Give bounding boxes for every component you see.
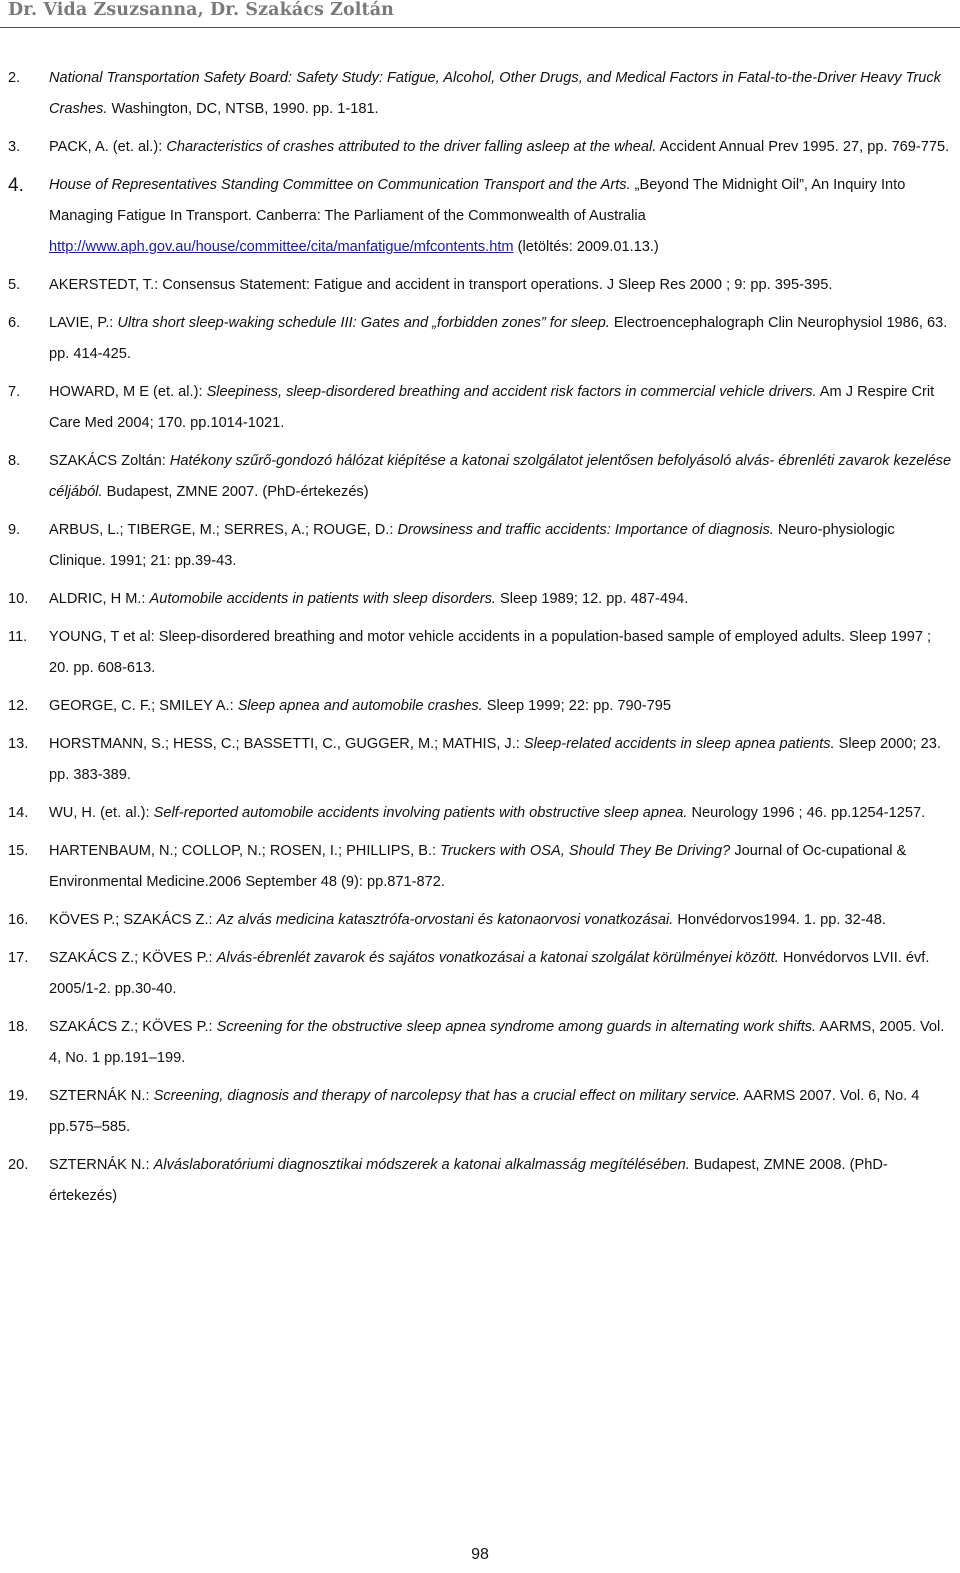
reference-text: KÖVES P.; SZAKÁCS Z.: (49, 912, 217, 928)
reference-item (0, 943, 960, 1005)
reference-item (0, 308, 960, 370)
reference-number: 7. (8, 384, 21, 400)
reference-url-link[interactable]: http://www.aph.gov.au/house/committee/cita/manfatigue/mfcontents.htm (49, 239, 514, 255)
reference-title: Alváslaboratóriumi diagnosztikai módszerek a katonai alkalmasság megítélésében. (153, 1157, 690, 1173)
header-divider (0, 27, 960, 28)
reference-list (0, 63, 960, 1219)
reference-title: Alvás-ébrenlét zavarok és sajátos vonatkozásai a katonai szolgálat körülményei között. (216, 950, 779, 966)
reference-item (0, 170, 960, 263)
reference-title: House of Representatives Standing Committee on Communication Transport and the Arts. (49, 177, 631, 193)
reference-title: Sleepiness, sleep-disordered breathing and accident risk factors in commercial vehicle drivers. (206, 384, 817, 400)
reference-number: 16. (8, 912, 29, 928)
reference-text: „Beyond The Midnight Oil”, An Inquiry Into Managing Fatigue In Transport. Canberra: The Parliament of the Commonwealth of Australia (49, 177, 906, 224)
reference-title: Hatékony szűrő-gondozó hálózat kiépítése a katonai szolgálatot jelentősen befolyásoló alvás- ébrenléti zavarok kezelése céljából. (49, 453, 952, 500)
reference-number: 3. (8, 139, 21, 155)
reference-text: (letöltés: 2009.01.13.) (513, 239, 659, 255)
reference-number: 13. (8, 736, 29, 752)
reference-text: HARTENBAUM, N.; COLLOP, N.; ROSEN, I.; PHILLIPS, B.: (49, 843, 441, 859)
reference-text: SZAKÁCS Z.; KÖVES P.: (49, 950, 217, 966)
reference-item (0, 1081, 960, 1143)
reference-item (0, 729, 960, 791)
reference-text: HORSTMANN, S.; HESS, C.; BASSETTI, C., GUGGER, M.; MATHIS, J.: (49, 736, 524, 752)
reference-title: Sleep apnea and automobile crashes. (237, 698, 483, 714)
reference-item (0, 446, 960, 508)
reference-text: Accident Annual Prev 1995. 27, pp. 769-775. (656, 139, 950, 155)
reference-number: 12. (8, 698, 29, 714)
reference-title: Characteristics of crashes attributed to the driver falling asleep at the wheal. (166, 139, 657, 155)
reference-title: Truckers with OSA, Should They Be Driving? (440, 843, 731, 859)
reference-text: HOWARD, M E (et. al.): (49, 384, 207, 400)
reference-item (0, 691, 960, 722)
reference-text: YOUNG, T et al: Sleep-disordered breathing and motor vehicle accidents in a population-based sample of employed adults. Sleep 1997 ; 20. pp. 608-613. (49, 629, 932, 676)
reference-title: National Transportation Safety Board: Safety Study: Fatigue, Alcohol, Other Drugs, and Medical Factors in Fatal-to-the-Driver Heavy Truck Crashes. (49, 70, 941, 117)
reference-text: Budapest, ZMNE 2007. (PhD-értekezés) (102, 484, 369, 500)
reference-number: 8. (8, 453, 21, 469)
reference-item (0, 1150, 960, 1212)
reference-number: 4. (8, 175, 24, 196)
running-header: Dr. Vida Zsuzsanna, Dr. Szakács Zoltán (8, 0, 395, 20)
reference-item (0, 622, 960, 684)
reference-number: 2. (8, 70, 21, 86)
reference-number: 15. (8, 843, 29, 859)
reference-text: Honvédorvos1994. 1. pp. 32-48. (673, 912, 886, 928)
reference-text: Neuro-physiologic Clinique. 1991; 21: pp.39-43. (49, 522, 895, 569)
reference-number: 11. (8, 629, 28, 645)
reference-text: SZAKÁCS Zoltán: (49, 453, 170, 469)
reference-title: Sleep-related accidents in sleep apnea patients. (523, 736, 835, 752)
reference-title: Screening, diagnosis and therapy of narcolepsy that has a crucial effect on military service. (153, 1088, 741, 1104)
reference-item (0, 905, 960, 936)
reference-text: PACK, A. (et. al.): (49, 139, 167, 155)
reference-text: Budapest, ZMNE 2008. (PhD-értekezés) (49, 1157, 888, 1204)
reference-text: Neurology 1996 ; 46. pp.1254-1257. (687, 805, 926, 821)
reference-number: 5. (8, 277, 21, 293)
reference-text: LAVIE, P.: (49, 315, 118, 331)
reference-text: AARMS 2007. Vol. 6, No. 4 pp.575–585. (49, 1088, 920, 1135)
reference-text: ARBUS, L.; TIBERGE, M.; SERRES, A.; ROUGE, D.: (49, 522, 398, 538)
reference-number: 14. (8, 805, 29, 821)
reference-text: SZTERNÁK N.: (49, 1157, 154, 1173)
reference-text: Washington, DC, NTSB, 1990. pp. 1-181. (107, 101, 379, 117)
reference-text: Journal of Oc-cupational & Environmental Medicine.2006 September 48 (9): pp.871-872. (49, 843, 907, 890)
reference-title: Az alvás medicina katasztrófa-orvostani és katonaorvosi vonatkozásai. (216, 912, 674, 928)
reference-text: Sleep 2000; 23. pp. 383-389. (49, 736, 941, 783)
reference-text: SZAKÁCS Z.; KÖVES P.: (49, 1019, 217, 1035)
reference-text: GEORGE, C. F.; SMILEY A.: (49, 698, 238, 714)
reference-number: 20. (8, 1157, 29, 1173)
reference-title: Ultra short sleep-waking schedule III: Gates and „forbidden zones” for sleep. (117, 315, 610, 331)
reference-number: 6. (8, 315, 21, 331)
reference-number: 18. (8, 1019, 29, 1035)
reference-item (0, 132, 960, 163)
reference-number: 10. (8, 591, 29, 607)
page-number: 98 (471, 1546, 489, 1563)
reference-item (0, 377, 960, 439)
reference-text: Am J Respire Crit Care Med 2004; 170. pp.1014-1021. (49, 384, 935, 431)
reference-item (0, 798, 960, 829)
reference-item (0, 270, 960, 301)
reference-text: AARMS, 2005. Vol. 4, No. 1 pp.191–199. (49, 1019, 945, 1066)
reference-text: Electroencephalograph Clin Neurophysiol 1986, 63. pp. 414-425. (49, 315, 948, 362)
reference-number: 9. (8, 522, 21, 538)
reference-text: Honvédorvos LVII. évf. 2005/1-2. pp.30-40. (49, 950, 930, 997)
reference-number: 19. (8, 1088, 29, 1104)
reference-item (0, 836, 960, 898)
reference-title: Automobile accidents in patients with sleep disorders. (149, 591, 496, 607)
reference-text: WU, H. (et. al.): (49, 805, 154, 821)
reference-text: ALDRIC, H M.: (49, 591, 150, 607)
reference-item (0, 515, 960, 577)
reference-title: Drowsiness and traffic accidents: Importance of diagnosis. (397, 522, 774, 538)
reference-title: Screening for the obstructive sleep apnea syndrome among guards in alternating work shifts. (216, 1019, 817, 1035)
reference-text: Sleep 1999; 22: pp. 790-795 (482, 698, 671, 714)
reference-title: Self-reported automobile accidents involving patients with obstructive sleep apnea. (153, 805, 688, 821)
reference-item (0, 584, 960, 615)
reference-text: Sleep 1989; 12. pp. 487-494. (495, 591, 689, 607)
reference-item (0, 1012, 960, 1074)
reference-number: 17. (8, 950, 29, 966)
reference-text: AKERSTEDT, T.: Consensus Statement: Fatigue and accident in transport operations. J Sleep Res 2000 ; 9: pp. 395-395. (49, 277, 833, 293)
reference-text: SZTERNÁK N.: (49, 1088, 154, 1104)
reference-item (0, 63, 960, 125)
